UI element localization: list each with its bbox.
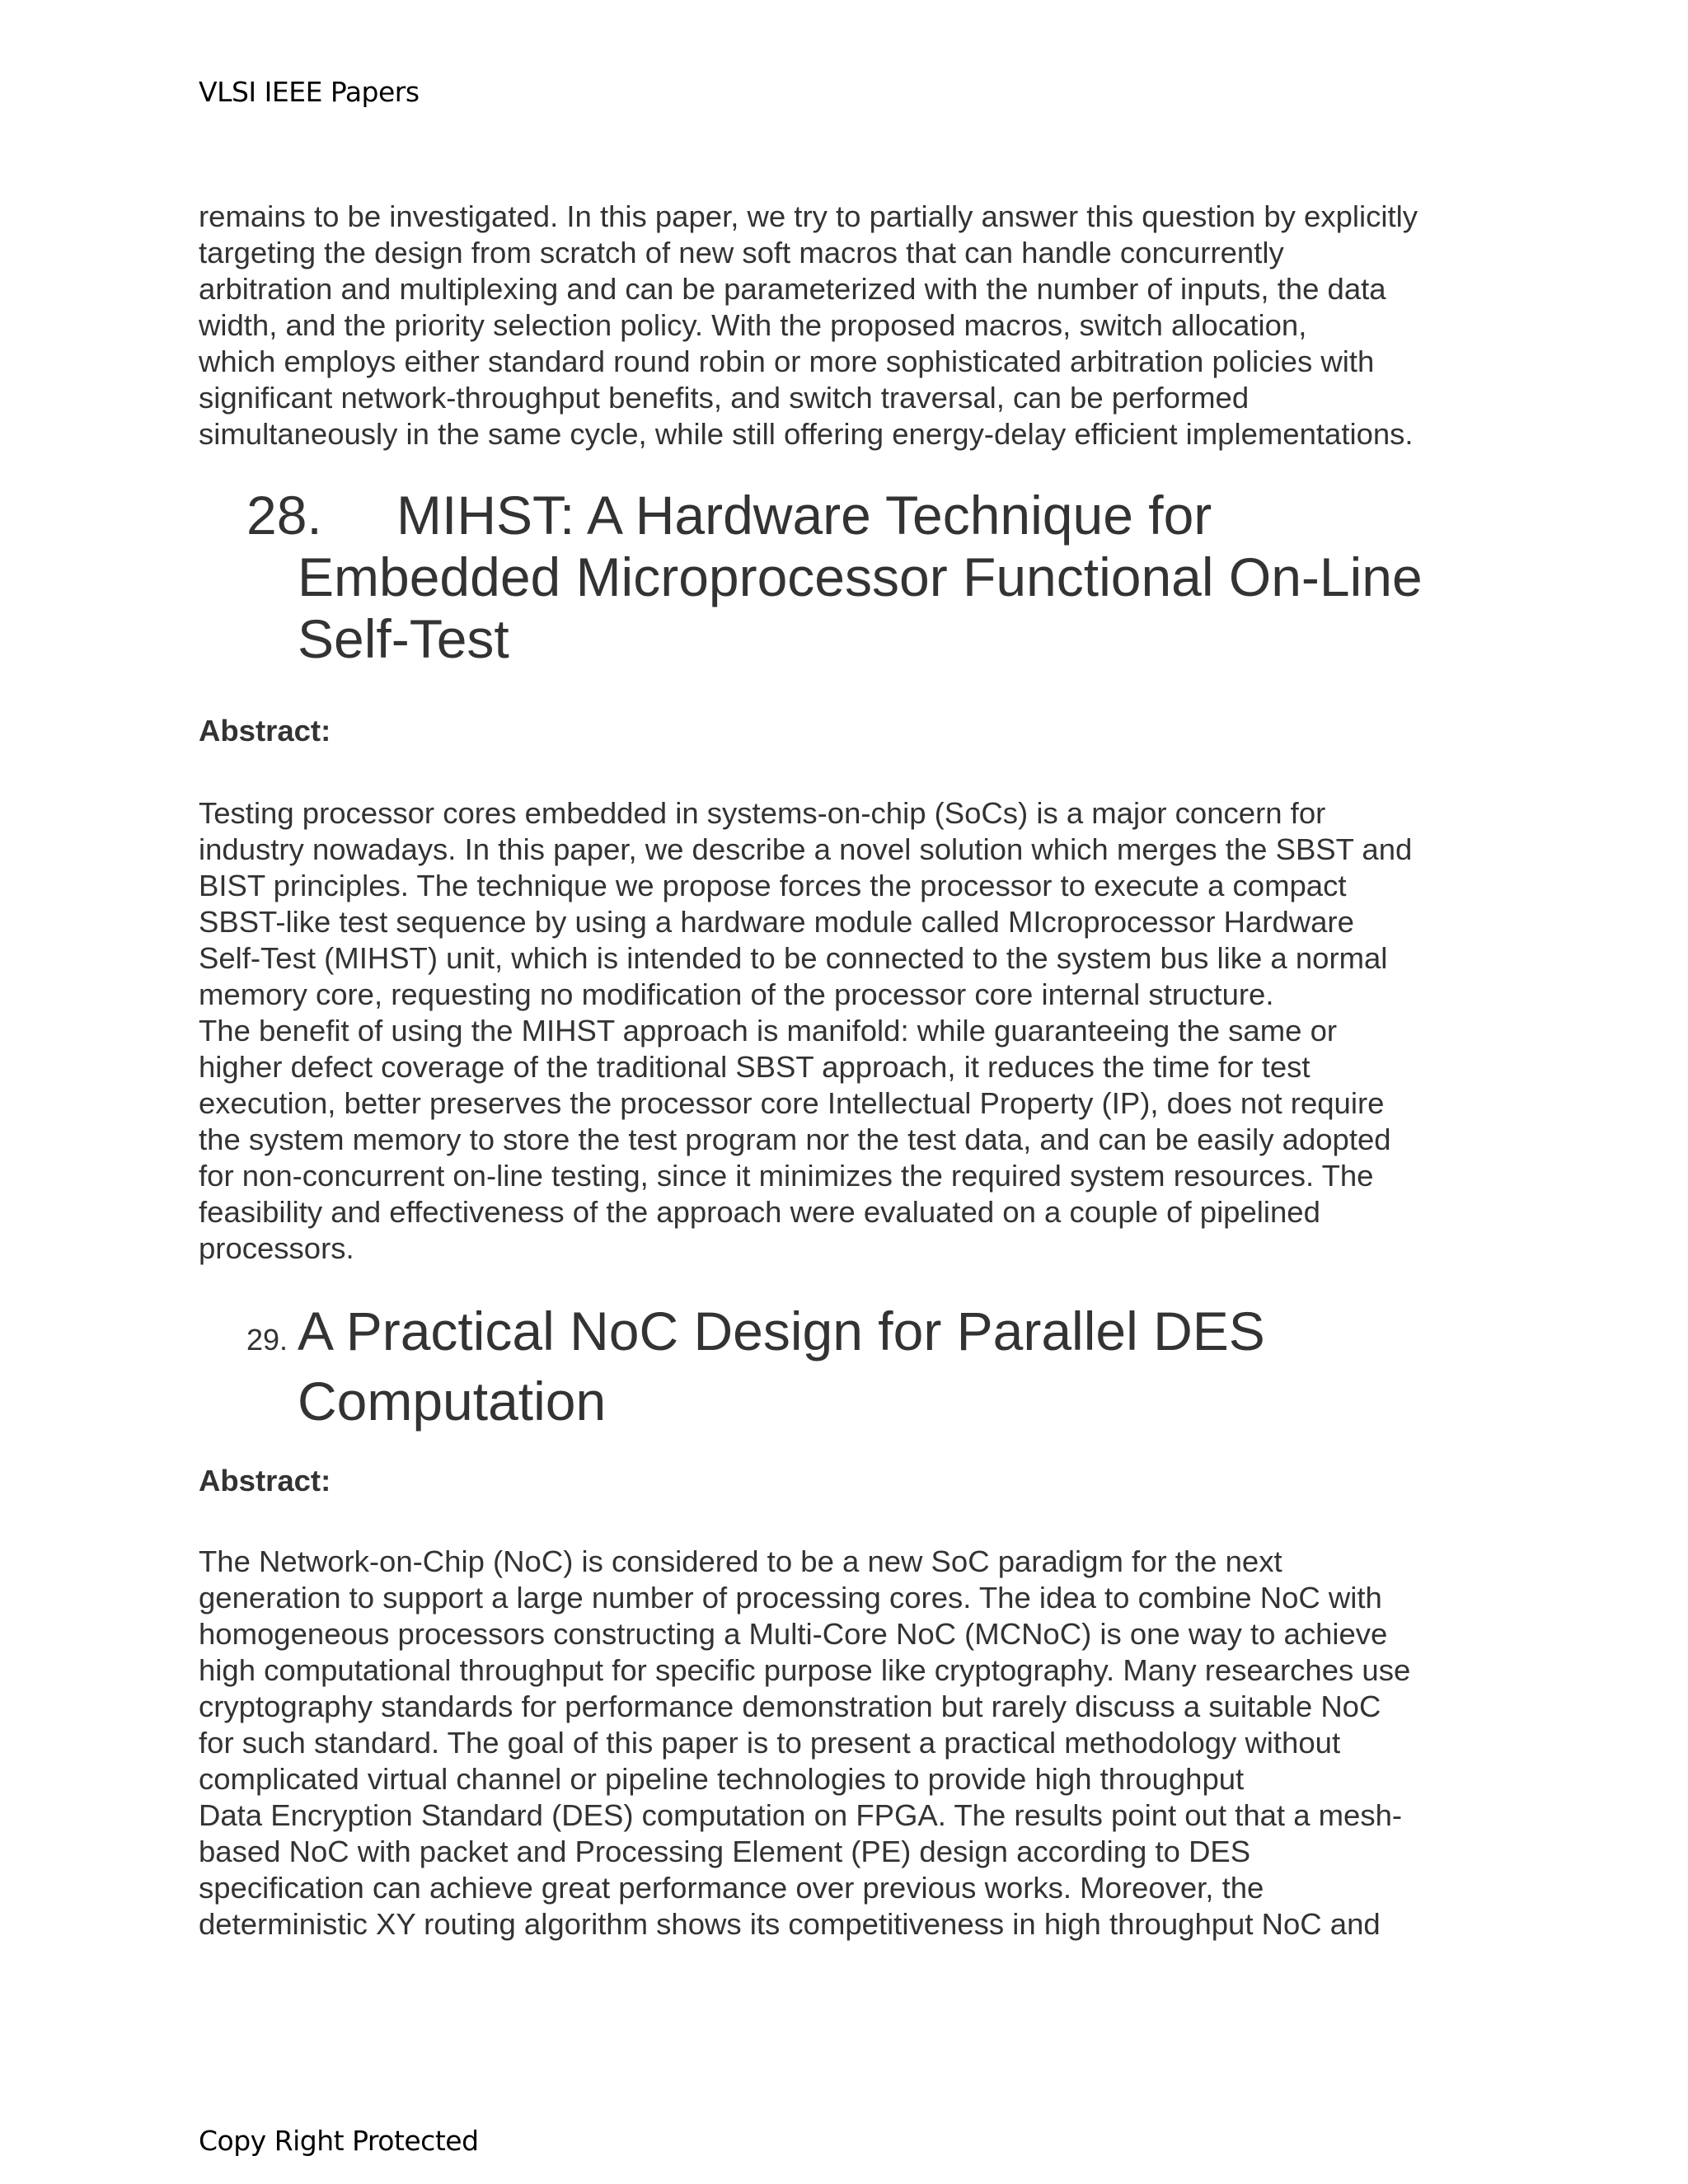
abstract-line: execution, better preserves the processor core Intellectual Property (IP), does not require [199,1086,1385,1120]
paper-29-title-line: Computation [298,1371,607,1432]
abstract-line: Data Encryption Standard (DES) computation on FPGA. The results point out that a mesh- [199,1798,1403,1832]
intro-line: arbitration and multiplexing and can be parameterized with the number of inputs, the data [199,272,1386,306]
abstract-line: BIST principles. The technique we propose forces the processor to execute a compact [199,869,1347,902]
abstract-line: homogeneous processors constructing a Multi-Core NoC (MCNoC) is one way to achieve [199,1617,1388,1651]
paper-28-abstract [199,795,1517,1267]
intro-line: remains to be investigated. In this paper, we try to partially answer this question by explicitly [199,199,1418,233]
abstract-line: processors. [199,1231,354,1265]
page-footer: Copy Right Protected [199,2125,479,2157]
abstract-line: complicated virtual channel or pipeline technologies to provide high throughput [199,1762,1245,1796]
paper-29-heading [246,1301,1565,1432]
abstract-line: deterministic XY routing algorithm shows its competitiveness in high throughput NoC and [199,1907,1381,1941]
abstract-line: generation to support a large number of processing cores. The idea to combine NoC with [199,1581,1382,1615]
intro-paragraph [199,199,1517,452]
abstract-line: industry nowadays. In this paper, we describe a novel solution which merges the SBST and [199,832,1413,866]
paper-28-title-line: MIHST: A Hardware Technique for [396,485,1212,546]
paper-28-title-line: Embedded Microprocessor Functional On-Line [298,546,1423,607]
paper-29-abstract [199,1544,1517,1943]
abstract-line: SBST-like test sequence by using a hardware module called MIcroprocessor Hardware [199,905,1354,939]
abstract-line: based NoC with packet and Processing Element (PE) design according to DES [199,1835,1251,1868]
intro-line: width, and the priority selection policy. With the proposed macros, switch allocation, [199,308,1307,342]
abstract-line: Testing processor cores embedded in systems-on-chip (SoCs) is a major concern for [199,796,1326,830]
abstract-line: specification can achieve great performance over previous works. Moreover, the [199,1871,1264,1905]
paper-29-number: 29. [246,1323,288,1357]
paper-28-heading [246,485,1565,670]
abstract-line: for non-concurrent on-line testing, since it minimizes the required system resources. The [199,1159,1374,1193]
intro-line: simultaneously in the same cycle, while still offering energy-delay efficient implementations. [199,417,1414,451]
abstract-line: memory core, requesting no modification of the processor core internal structure. [199,977,1274,1011]
abstract-line: Self-Test (MIHST) unit, which is intended to be connected to the system bus like a normal [199,941,1388,975]
paper-28-title-line: Self-Test [298,608,509,669]
abstract-line: cryptography standards for performance demonstration but rarely discuss a suitable NoC [199,1690,1381,1723]
paper-28-abstract-label: Abstract: [199,714,331,748]
abstract-line: The benefit of using the MIHST approach is manifold: while guaranteeing the same or [199,1014,1338,1047]
abstract-line: higher defect coverage of the traditional SBST approach, it reduces the time for test [199,1050,1311,1084]
intro-line: significant network-throughput benefits, and switch traversal, can be performed [199,381,1250,415]
abstract-line: feasibility and effectiveness of the approach were evaluated on a couple of pipelined [199,1195,1320,1229]
abstract-line: for such standard. The goal of this paper is to present a practical methodology without [199,1726,1341,1760]
paper-29-abstract-label: Abstract: [199,1464,331,1497]
page-header: VLSI IEEE Papers [199,76,420,108]
intro-line: which employs either standard round robin or more sophisticated arbitration policies with [199,344,1375,378]
intro-line: targeting the design from scratch of new soft macros that can handle concurrently [199,236,1284,269]
paper-28-number: 28. [246,485,322,546]
abstract-line: high computational throughput for specific purpose like cryptography. Many researches use [199,1653,1411,1687]
abstract-line: the system memory to store the test program nor the test data, and can be easily adopted [199,1122,1391,1156]
paper-29-title-line: A Practical NoC Design for Parallel DES [298,1301,1265,1361]
abstract-line: The Network-on-Chip (NoC) is considered to be a new SoC paradigm for the next [199,1544,1282,1578]
